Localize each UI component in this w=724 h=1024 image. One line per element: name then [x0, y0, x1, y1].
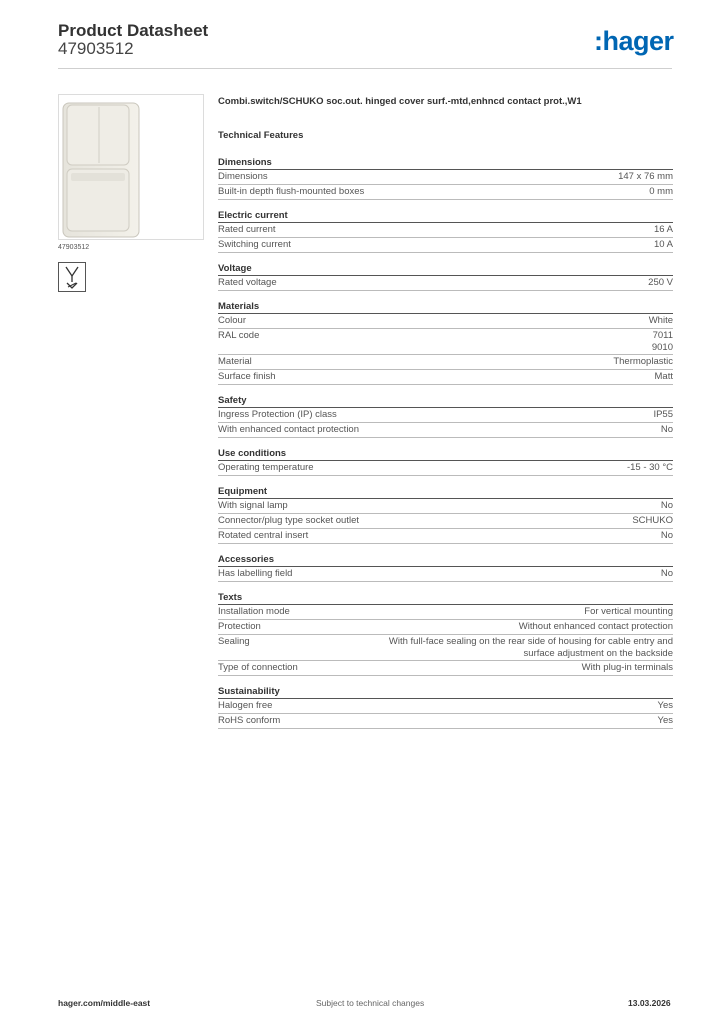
feature-row: [218, 635, 673, 661]
section-title: Use conditions: [218, 447, 673, 461]
feature-section: [218, 447, 673, 476]
feature-row: [218, 567, 673, 582]
feature-row: [218, 370, 673, 385]
section-title: Electric current: [218, 209, 673, 223]
feature-row: [218, 329, 673, 355]
feature-label: Rated current: [218, 224, 276, 235]
feature-row: [218, 461, 673, 476]
feature-section: [218, 394, 673, 438]
feature-value: -15 - 30 °C: [626, 462, 673, 473]
feature-section: [218, 553, 673, 582]
feature-value: [389, 636, 673, 659]
feature-row: [218, 620, 673, 635]
section-title: Accessories: [218, 553, 673, 567]
product-number: 47903512: [58, 39, 134, 58]
feature-value: 0 mm: [649, 186, 673, 197]
feature-label: Switching current: [218, 239, 291, 250]
section-title: Equipment: [218, 485, 673, 499]
feature-value: IP55: [653, 409, 673, 420]
feature-value: Yes: [657, 715, 673, 726]
feature-value: 250 V: [648, 277, 673, 288]
feature-value: Without enhanced contact protection: [518, 621, 673, 632]
feature-label: With signal lamp: [218, 500, 288, 511]
feature-label: Material: [218, 356, 252, 367]
feature-section: [218, 262, 673, 291]
feature-value: No: [660, 424, 673, 435]
feature-section: [218, 300, 673, 385]
feature-value: No: [660, 500, 673, 511]
feature-label: Ingress Protection (IP) class: [218, 409, 337, 420]
feature-row: [218, 714, 673, 729]
feature-row: [218, 185, 673, 200]
feature-label: Surface finish: [218, 371, 276, 382]
section-title: Safety: [218, 394, 673, 408]
feature-section: [218, 685, 673, 729]
ip-protection-symbol-icon: [58, 262, 86, 292]
feature-value: 16 A: [653, 224, 673, 235]
section-title: Materials: [218, 300, 673, 314]
feature-row: [218, 423, 673, 438]
feature-label: Built-in depth flush-mounted boxes: [218, 186, 365, 197]
feature-value: Matt: [654, 371, 673, 382]
feature-row: [218, 605, 673, 620]
feature-row: [218, 355, 673, 370]
footer-date: 13.03.2026: [628, 998, 671, 1008]
feature-value: Yes: [657, 700, 673, 711]
page-title: Product Datasheet: [58, 21, 209, 40]
feature-row: [218, 499, 673, 514]
feature-label: Halogen free: [218, 700, 273, 711]
feature-row: [218, 661, 673, 676]
section-title: Voltage: [218, 262, 673, 276]
image-caption: 47903512: [58, 244, 90, 251]
feature-label: RAL code: [218, 330, 260, 341]
feature-label: Type of connection: [218, 662, 298, 673]
device-switch-icon: [59, 95, 203, 239]
feature-label: Colour: [218, 315, 246, 326]
feature-sections: [218, 156, 673, 729]
feature-label: Installation mode: [218, 606, 290, 617]
feature-value: With plug-in terminals: [581, 662, 673, 673]
footer-note: Subject to technical changes: [316, 998, 425, 1008]
feature-value: 10 A: [653, 239, 673, 250]
feature-value-line: 9010: [651, 341, 673, 353]
datasheet-content: [218, 96, 673, 738]
feature-row: [218, 238, 673, 253]
feature-value: White: [648, 315, 673, 326]
feature-row: [218, 699, 673, 714]
hager-logo[interactable]: :hager: [594, 26, 674, 56]
feature-label: RoHS conform: [218, 715, 281, 726]
feature-value: [652, 330, 673, 353]
feature-value-line: With full-face sealing on the rear side of housing for cable entry and: [388, 636, 673, 647]
footer-website-link[interactable]: hager.com/middle-east: [58, 998, 151, 1008]
feature-row: [218, 514, 673, 529]
feature-value: For vertical mounting: [584, 606, 673, 617]
section-title: Texts: [218, 591, 673, 605]
feature-section: [218, 485, 673, 544]
header-divider: [58, 68, 672, 69]
feature-value-line: 7011: [652, 330, 673, 341]
feature-section: [218, 156, 673, 200]
feature-row: [218, 408, 673, 423]
feature-label: Has labelling field: [218, 568, 293, 579]
feature-value: Thermoplastic: [613, 356, 673, 367]
product-image: [58, 94, 204, 240]
feature-value: No: [660, 568, 673, 579]
feature-label: Protection: [218, 621, 261, 632]
feature-section: [218, 209, 673, 253]
feature-label: Connector/plug type socket outlet: [218, 515, 360, 526]
feature-label: With enhanced contact protection: [218, 424, 360, 435]
feature-row: [218, 529, 673, 544]
feature-row: [218, 314, 673, 329]
feature-row: [218, 276, 673, 291]
feature-value: 147 x 76 mm: [618, 171, 673, 182]
feature-label: Sealing: [218, 636, 250, 647]
section-title: Dimensions: [218, 156, 673, 170]
feature-value: No: [660, 530, 673, 541]
feature-label: Rated voltage: [218, 277, 277, 288]
feature-label: Dimensions: [218, 171, 268, 182]
feature-value: SCHUKO: [632, 515, 673, 526]
feature-section: [218, 591, 673, 676]
logo-text: hager: [602, 26, 674, 56]
feature-label: Rotated central insert: [218, 530, 309, 541]
feature-row: [218, 170, 673, 185]
technical-features-heading: Technical Features: [218, 130, 304, 141]
feature-value-line: surface adjustment on the backside: [523, 647, 673, 659]
section-title: Sustainability: [218, 685, 673, 699]
product-description: Combi.switch/SCHUKO soc.out. hinged cover surf.-mtd,enhncd contact prot.,W1: [218, 96, 582, 107]
feature-label: Operating temperature: [218, 462, 314, 473]
feature-row: [218, 223, 673, 238]
